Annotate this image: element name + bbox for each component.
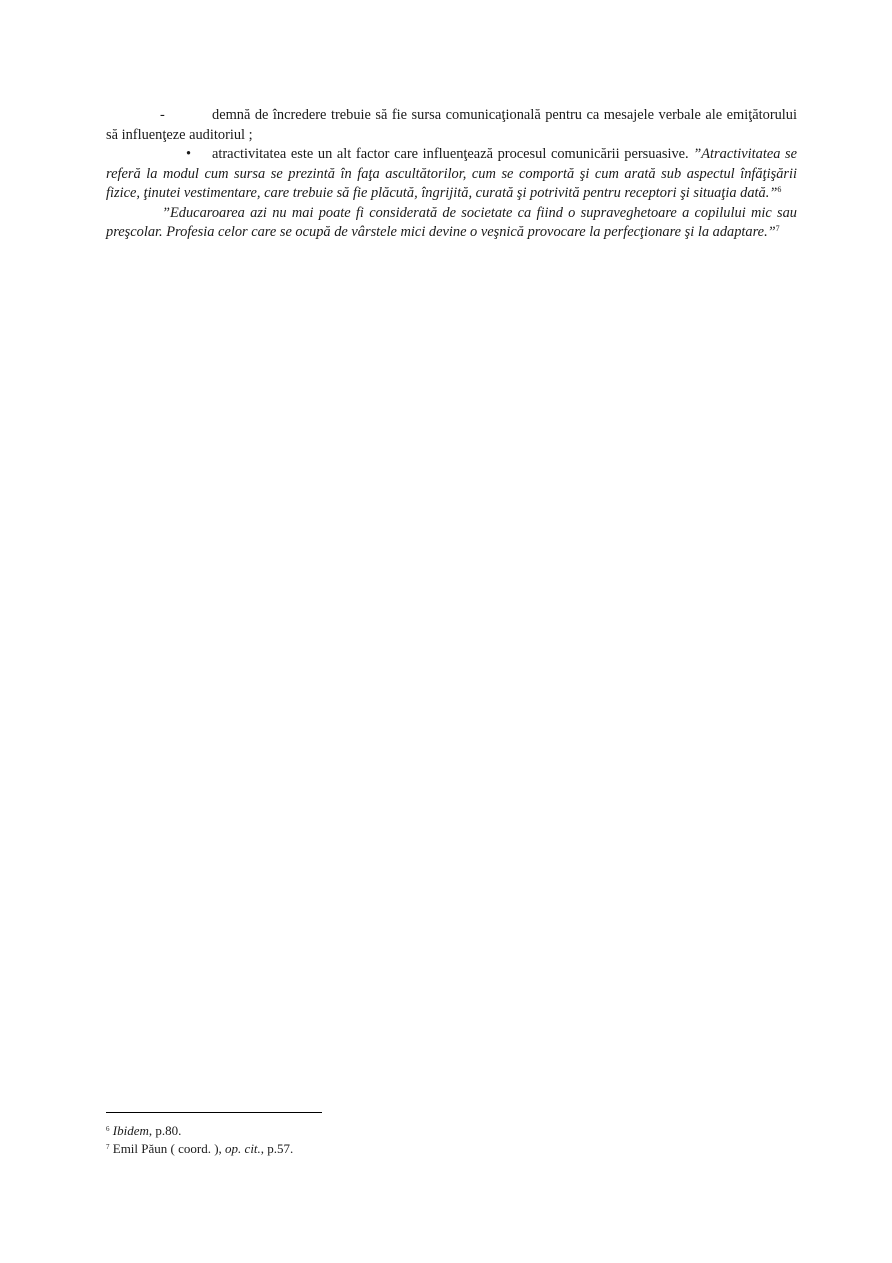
bullet-item-text: atractivitatea este un alt factor care influenţează procesul comunicării persuasive.: [212, 146, 694, 162]
educator-quote: ”Educaroarea azi nu mai poate fi considerată de societate ca fiind o supraveghetoare a copilului mic sau preşcolar. Profesia celor care se ocupă de vârstele mici devine o veşnică provocare la perfecţionare şi la adaptare.”: [106, 204, 797, 240]
educator-paragraph: [106, 204, 797, 243]
attractiveness-quote: ”Atractivitatea se referă la modul cum sursa se prezintă în faţa ascultătorilor, cum se comportă şi cum arată sub aspectul înfăţişării fizice, ţinutei vestimentare, care trebuie să fie plăcută, îngrijită, curată şi potrivită pentru receptori şi situaţia dată.”: [106, 146, 798, 201]
footnote-source: Ibidem: [112, 1123, 149, 1138]
document-body: [106, 106, 797, 243]
dash-list-item: [106, 106, 797, 145]
footnote-page: , p.80.: [148, 1123, 182, 1138]
footnote-number: 7: [106, 1143, 110, 1151]
dash-marker: -: [160, 107, 165, 123]
footnote-author: Emil Păun ( coord. ),: [112, 1141, 226, 1156]
footnote-ref-7: 7: [775, 224, 780, 233]
footnote-7: [106, 1140, 293, 1158]
footnote-source: op. cit.: [225, 1141, 261, 1156]
footnote-page: , p.57.: [260, 1141, 294, 1156]
footnote-separator: [106, 1112, 322, 1113]
footnote-6: [106, 1122, 293, 1140]
footnotes: [106, 1122, 293, 1158]
bullet-marker: •: [186, 146, 192, 162]
bullet-list-item: [106, 145, 797, 204]
dash-item-text: demnă de încredere trebuie să fie sursa comunicaţională pentru ca mesajele verbale ale emiţătorului să influenţeze auditoriul ;: [106, 107, 797, 143]
footnote-number: 6: [106, 1125, 110, 1133]
footnote-ref-6: 6: [777, 185, 782, 194]
